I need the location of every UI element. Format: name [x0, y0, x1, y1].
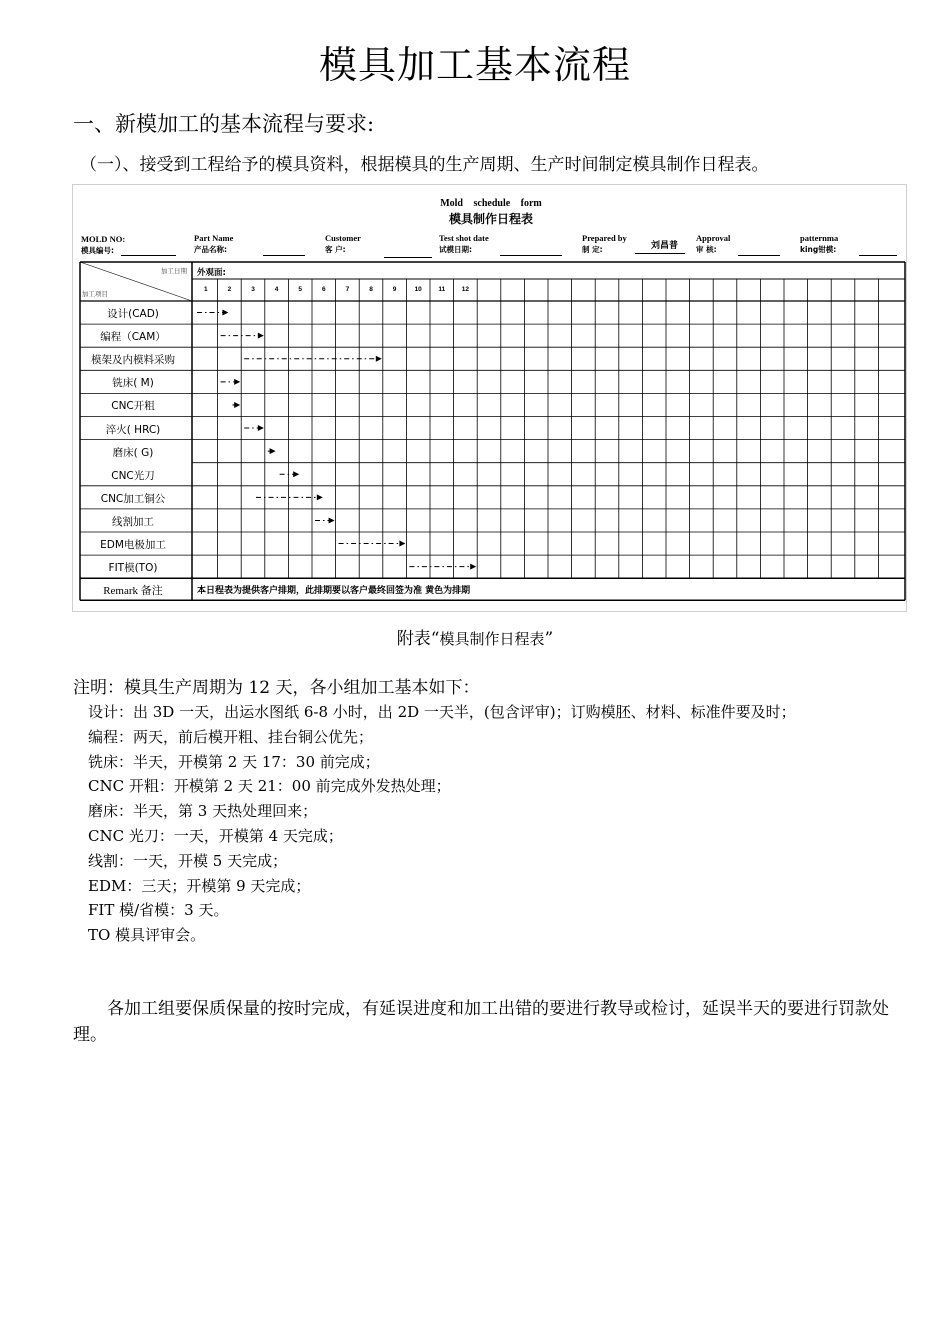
day-number: 8 [369, 286, 373, 293]
task-label: 铣床( M) [112, 377, 154, 390]
field-customer: Customer 客 户: [325, 233, 361, 254]
note-item: EDM：三天；开模第 9 天完成； [88, 876, 311, 895]
day-number: 10 [414, 286, 422, 293]
field-part-name: Part Name 产品名称: [194, 233, 234, 254]
note-heading: 注明：模具生产周期为 12 天，各小组加工基本如下： [73, 678, 480, 698]
form-title-en: Mold schedule form [440, 198, 542, 209]
remark-label: Remark 备注 [103, 585, 163, 597]
task-bar-arrowhead [317, 494, 323, 500]
day-number: 9 [392, 286, 397, 293]
task-label: 模架及内模料采购 [91, 354, 175, 367]
task-label: EDM电极加工 [100, 539, 166, 551]
task-label: 线割加工 [112, 515, 154, 528]
waimo-label: 外观面: [197, 268, 226, 278]
day-number: 11 [438, 286, 446, 293]
day-number: 2 [227, 286, 232, 293]
task-bar-arrowhead [470, 564, 476, 570]
note-item: FIT 模/省模：3 天。 [88, 901, 229, 920]
task-label: 设计(CAD) [107, 308, 159, 320]
task-bar-arrowhead [234, 402, 240, 408]
task-bar-arrowhead [376, 356, 382, 362]
day-number: 4 [274, 286, 279, 293]
day-number: 6 [321, 286, 326, 293]
day-number: 1 [203, 286, 208, 293]
task-bar-arrowhead [329, 517, 335, 523]
notes-list [88, 700, 796, 948]
day-number: 12 [461, 286, 469, 293]
form-title-cn: 模具制作日程表 [448, 212, 533, 226]
note-item: 设计：出 3D 一天，出运水图纸 6-8 小时，出 2D 一天半，(包含评审)；订购模胚、材料、标准件要及时； [88, 703, 796, 721]
mold-schedule-form [72, 184, 907, 612]
note-item: 铣床：半天，开模第 2 天 17：30 前完成； [88, 752, 380, 771]
note-item: 线割：一天，开模 5 天完成； [88, 851, 288, 870]
header-item-label: 加工项目 [82, 290, 108, 298]
task-bar-arrowhead [258, 425, 264, 431]
page-title: 模具加工基本流程 [318, 43, 631, 87]
step-one-paragraph: （一）、接受到工程给予的模具资料，根据模具的生产周期、生产时间制定模具制作日程表。 [80, 155, 769, 175]
prepared-by-signature: 刘昌普 [651, 241, 679, 251]
schedule-grid [73, 185, 908, 613]
section-heading: 一、新模加工的基本流程与要求: [73, 112, 375, 136]
note-item: 磨床：半天，第 3 天热处理回来； [88, 802, 318, 821]
field-mold-no: MOLD NO: 模具编号: [81, 234, 126, 255]
task-label: 磨床( G) [112, 446, 154, 459]
task-label: CNC光刀 [111, 469, 155, 482]
day-number: 7 [345, 286, 350, 293]
field-patternmaking: patternma king钳模: [800, 233, 839, 254]
task-bar-arrowhead [293, 471, 299, 477]
field-test-shot-date: Test shot date 试模日期: [439, 233, 489, 254]
day-number: 5 [298, 286, 302, 293]
field-prepared-by: Prepared by 制 定: [582, 233, 627, 254]
task-bar-arrowhead [270, 448, 276, 454]
task-bar-arrowhead [234, 379, 240, 385]
header-date-label: 加工日期 [161, 267, 187, 275]
task-label: CNC加工铜公 [100, 492, 166, 505]
note-item: 编程：两天，前后模开粗、挂台铜公优先； [88, 727, 374, 746]
table-caption: 附表“模具制作日程表” [396, 629, 554, 649]
task-bar-arrowhead [222, 310, 228, 316]
note-item: CNC 光刀：一天，开模第 4 天完成； [88, 826, 343, 845]
day-number: 3 [251, 286, 255, 293]
task-bar-arrowhead [258, 333, 264, 339]
note-item: TO 模具评审会。 [88, 926, 206, 945]
field-approval: Approval 审 核: [696, 233, 731, 254]
task-bar-arrowhead [399, 541, 405, 547]
note-item: CNC 开粗：开模第 2 天 21：00 前完成外发热处理； [88, 777, 451, 796]
task-label: FIT模(TO) [108, 562, 158, 575]
task-label: 编程（CAM） [100, 331, 166, 344]
remark-text: 本日程表为提供客户排期，此排期要以客户最终回签为准 黄色为排期 [197, 586, 471, 596]
task-label: CNC开粗 [111, 400, 155, 413]
task-label: 淬火( HRC) [105, 423, 161, 436]
final-paragraph: 各加工组要保质保量的按时完成，有延误进度和加工出错的要进行教导或检讨，延误半天的要进行罚款处理。 [73, 999, 889, 1045]
